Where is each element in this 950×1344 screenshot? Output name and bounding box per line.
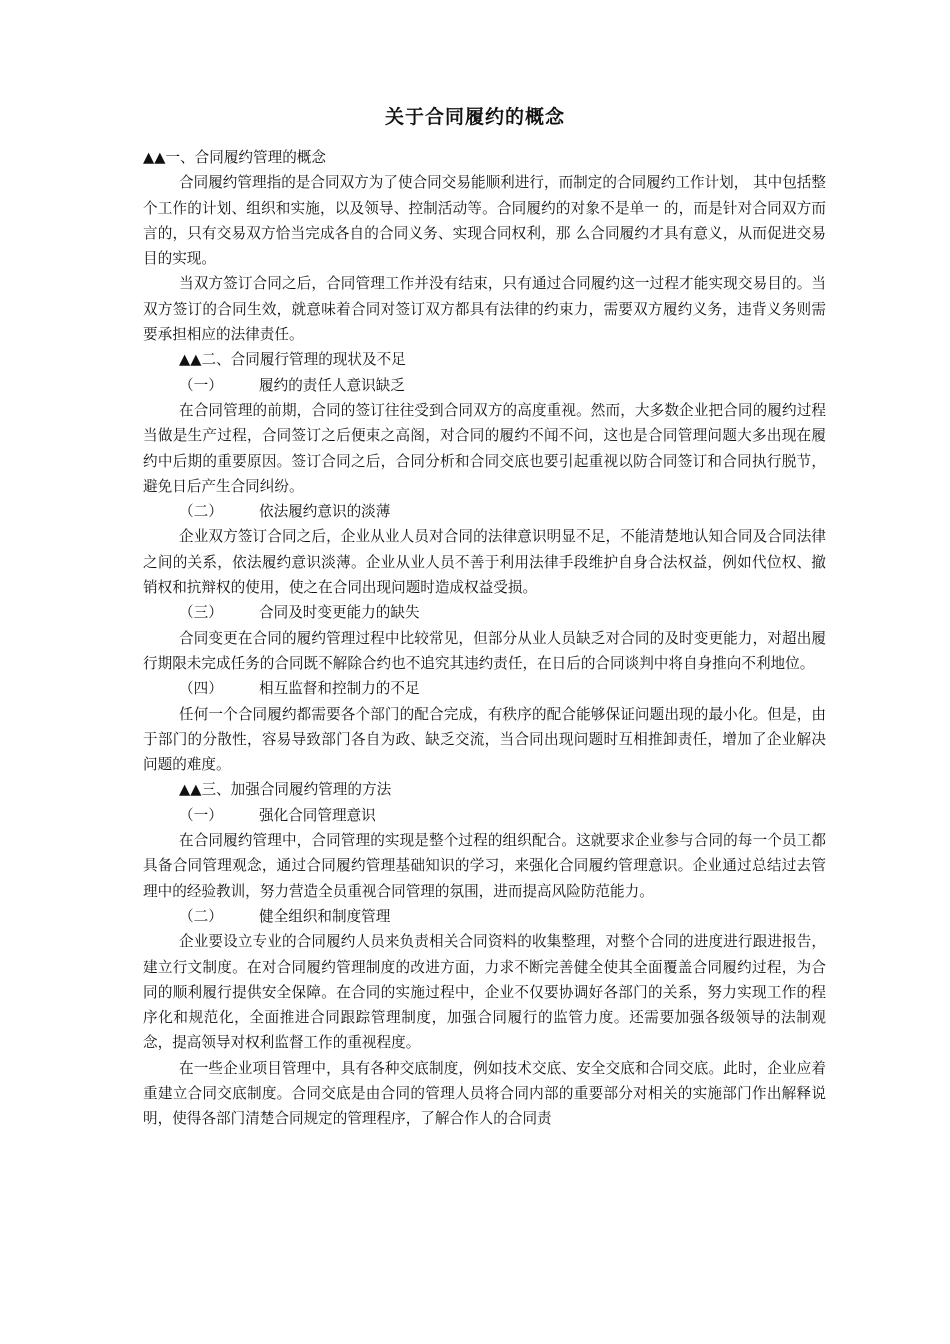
subsection-number: （一） — [179, 376, 223, 394]
subsection-heading — [143, 904, 826, 929]
section-heading: ▲▲一、合同履约管理的概念 — [143, 149, 326, 166]
subsection-number: （一） — [179, 806, 223, 824]
body-paragraph: 当双方签订合同之后，合同管理工作并没有结束，只有通过合同履约这一过程才能实现交易目的。当双方签订的合同生效，就意味着合同对签订双方都具有法律的约束力，需要双方履约义务，违背义务则需要承担相应的法律责任。 — [143, 275, 826, 344]
section-heading: ▲▲三、加强合同履约管理的方法 — [179, 781, 392, 799]
subsection-heading — [143, 373, 826, 398]
subsection-heading — [143, 803, 826, 828]
subsection-number: （二） — [179, 503, 223, 521]
body-paragraph: 企业双方签订合同之后，企业从业人员对合同的法律意识明显不足，不能清楚地认知合同及合同法律之间的关系，依法履约意识淡薄。企业从业人员不善于利用法律手段维护自身合法权益，例如代位权、撤销权和抗辩权的使用，使之在合同出现问题时造成权益受损。 — [143, 528, 826, 597]
subsection-title: 相互监督和控制力的不足 — [259, 680, 420, 698]
subsection-heading — [143, 499, 826, 524]
body-paragraph: 企业要设立专业的合同履约人员来负责相关合同资料的收集整理，对整个合同的进度进行跟进报告，建立行文制度。在对合同履约管理制度的改进方面，力求不断完善健全使其全面覆盖合同履约过程，为合同的顺利履行提供安全保障。在合同的实施过程中，企业不仅要协调好各部门的关系，努力实现工作的程序化和规范化，全面推进合同跟踪管理制度，加强合同履行的监管力度。还需要加强各级领导的法制观念，提高领导对权利监督工作的重视程度。 — [143, 933, 826, 1052]
subsection-title: 合同及时变更能力的缺失 — [259, 604, 420, 622]
subsection-heading — [143, 676, 826, 701]
body-paragraph: 合同履约管理指的是合同双方为了使合同交易能顺利进行，而制定的合同履约工作计划， 其中包括整个工作的计划、组织和实施，以及领导、控制活动等。合同履约的对象不是单一 的，而是针对合同双方而言的，只有交易双方恰当完成各自的合同义务、实现合同权利，那 么合同履约才具有意义，从而促进交易目的实现。 — [143, 174, 826, 268]
body-paragraph: 在合同履约管理中，合同管理的实现是整个过程的组织配合。这就要求企业参与合同的每一个员工都具备合同管理观念，通过合同履约管理基础知识的学习，来强化合同履约管理意识。企业通过总结过去管理中的经验教训，努力营造全员重视合同管理的氛围，进而提高风险防范能力。 — [143, 832, 826, 900]
section-heading: ▲▲二、合同履行管理的现状及不足 — [179, 351, 406, 369]
document-body — [143, 145, 826, 1132]
subsection-number: （四） — [179, 680, 223, 698]
subsection-heading — [143, 600, 826, 625]
subsection-number: （三） — [179, 604, 223, 622]
subsection-title: 履约的责任人意识缺乏 — [259, 376, 405, 394]
subsection-number: （二） — [179, 907, 223, 925]
document-title: 关于合同履约的概念 — [384, 106, 565, 128]
subsection-title: 强化合同管理意识 — [259, 806, 376, 824]
body-paragraph: 合同变更在合同的履约管理过程中比较常见，但部分从业人员缺乏对合同的及时变更能力，对超出履行期限未完成任务的合同既不解除合约也不追究其违约责任，在日后的合同谈判中将自身推向不利地位。 — [143, 629, 826, 672]
body-paragraph: 在合同管理的前期，合同的签订往往受到合同双方的高度重视。然而，大多数企业把合同的履约过程当做是生产过程，合同签订之后便束之高阁，对合同的履约不闻不问，这也是合同管理问题大多出现在履约中后期的重要原因。签订合同之后，合同分析和合同交底也要引起重视以防合同签订和合同执行脱节，避免日后产生合同纠纷。 — [143, 401, 826, 495]
subsection-title: 依法履约意识的淡薄 — [259, 503, 391, 521]
body-paragraph: 任何一个合同履约都需要各个部门的配合完成，有秩序的配合能够保证问题出现的最小化。但是，由于部门的分散性，容易导致部门各自为政、缺乏交流，当合同出现问题时互相推卸责任，增加了企业解决问题的难度。 — [143, 705, 826, 774]
subsection-title: 健全组织和制度管理 — [259, 907, 391, 925]
body-paragraph: 在一些企业项目管理中，具有各种交底制度，例如技术交底、安全交底和合同交底。此时，企业应着重建立合同交底制度。合同交底是由合同的管理人员将合同内部的重要部分对相关的实施部门作出解释说明，使得各部门清楚合同规定的管理程序，了解合作人的合同责 — [143, 1059, 826, 1128]
